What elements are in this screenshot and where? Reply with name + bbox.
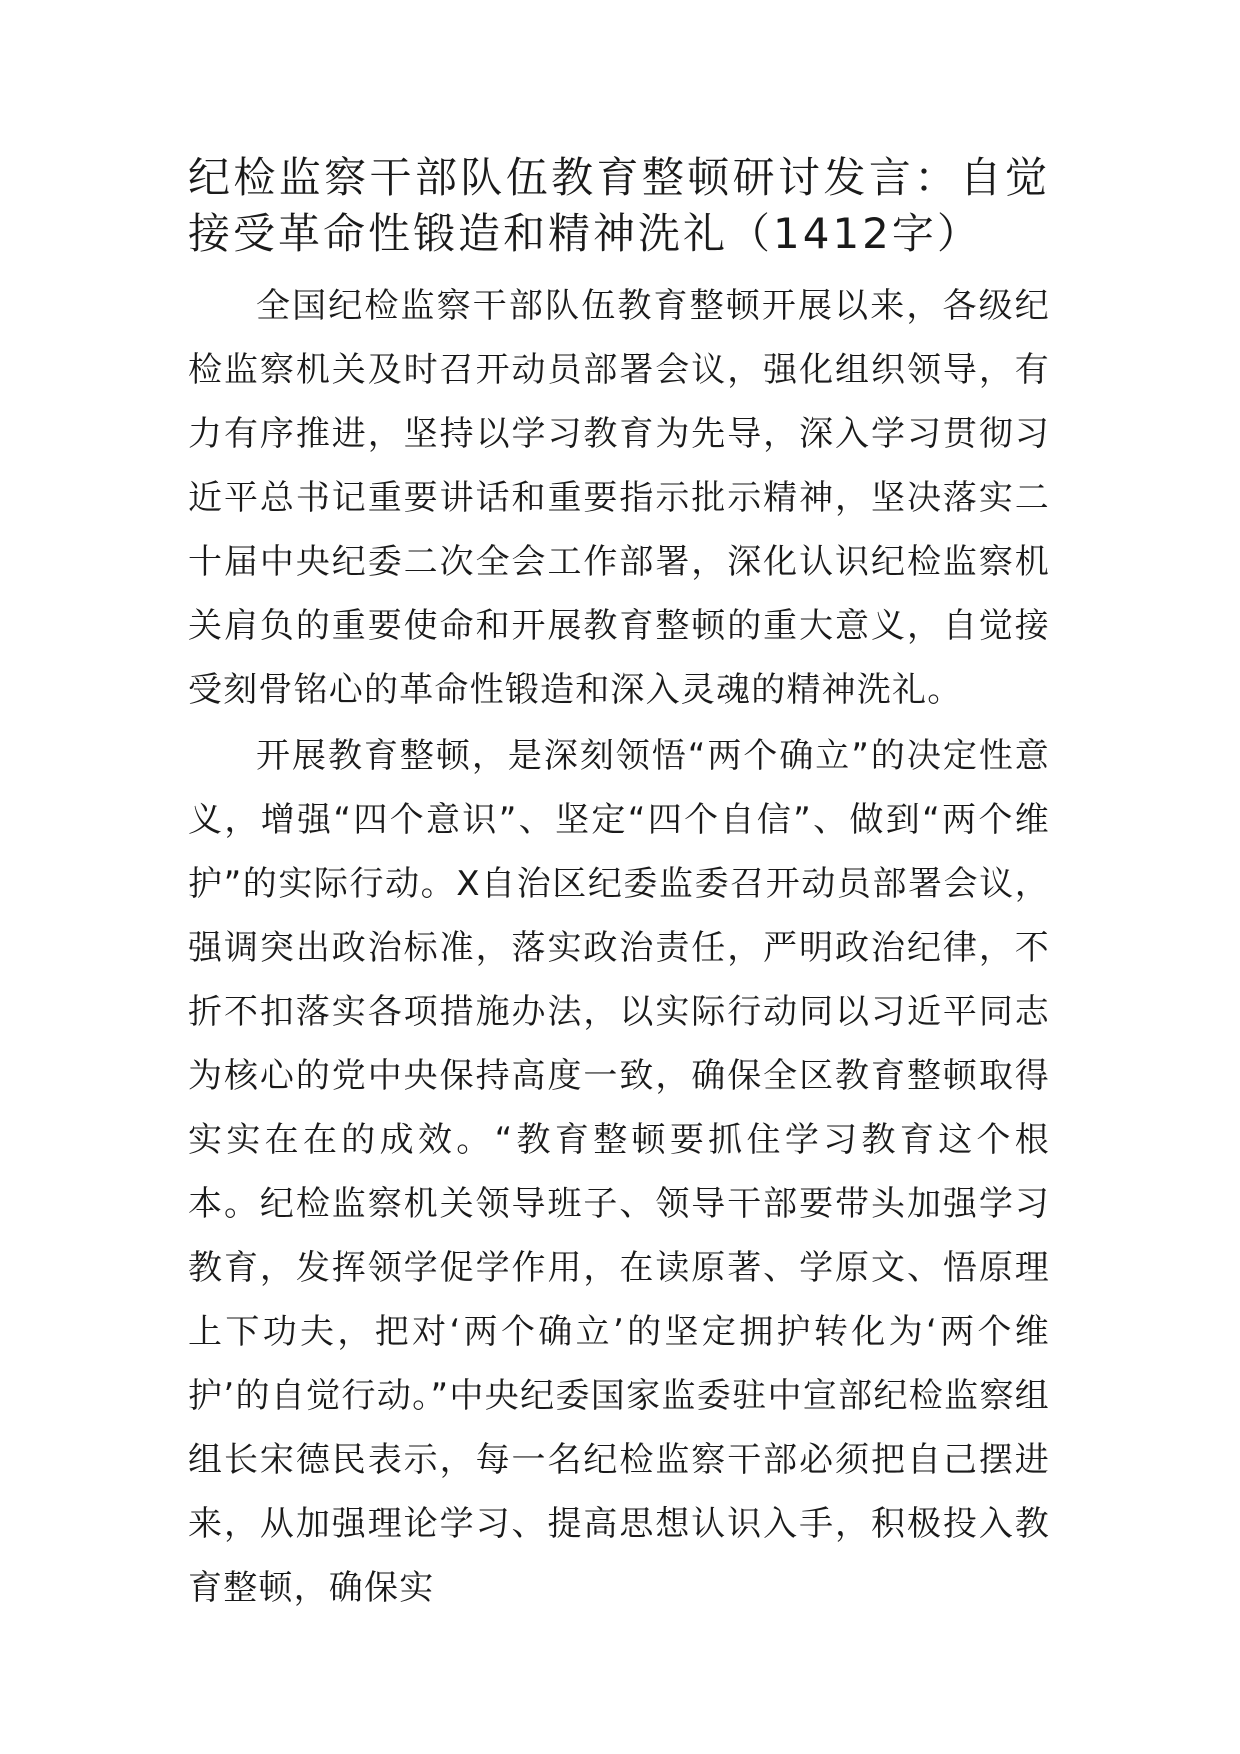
document-page [188, 150, 1050, 1620]
paragraph-2: 开展教育整顿，是深刻领悟“两个确立”的决定性意义，增强“四个意识”、坚定“四个自信”、做到“两个维护”的实际行动。X自治区纪委监委召开动员部署会议，强调突出政治标准，落实政治责任，严明政治纪律，不折不扣落实各项措施办法，以实际行动同以习近平同志为核心的党中央保持高度一致，确保全区教育整顿取得实实在在的成效。“教育整顿要抓住学习教育这个根本。纪检监察机关领导班子、领导干部要带头加强学习教育，发挥领学促学作用，在读原著、学原文、悟原理上下功夫，把对‘两个确立’的坚定拥护转化为‘两个维护’的自觉行动。”中央纪委国家监委驻中宣部纪检监察组组长宋德民表示，每一名纪检监察干部必须把自己摆进来，从加强理论学习、提高思想认识入手，积极投入教育整顿，确保实 [188, 736, 1050, 1608]
document-title: 纪检监察干部队伍教育整顿研讨发言：自觉接受革命性锻造和精神洗礼（1412字） [188, 153, 1050, 258]
paragraph-1: 全国纪检监察干部队伍教育整顿开展以来，各级纪检监察机关及时召开动员部署会议，强化组织领导，有力有序推进，坚持以学习教育为先导，深入学习贯彻习近平总书记重要讲话和重要指示批示精神，坚决落实二十届中央纪委二次全会工作部署，深化认识纪检监察机关肩负的重要使命和开展教育整顿的重大意义，自觉接受刻骨铭心的革命性锻造和深入灵魂的精神洗礼。 [188, 286, 1050, 710]
